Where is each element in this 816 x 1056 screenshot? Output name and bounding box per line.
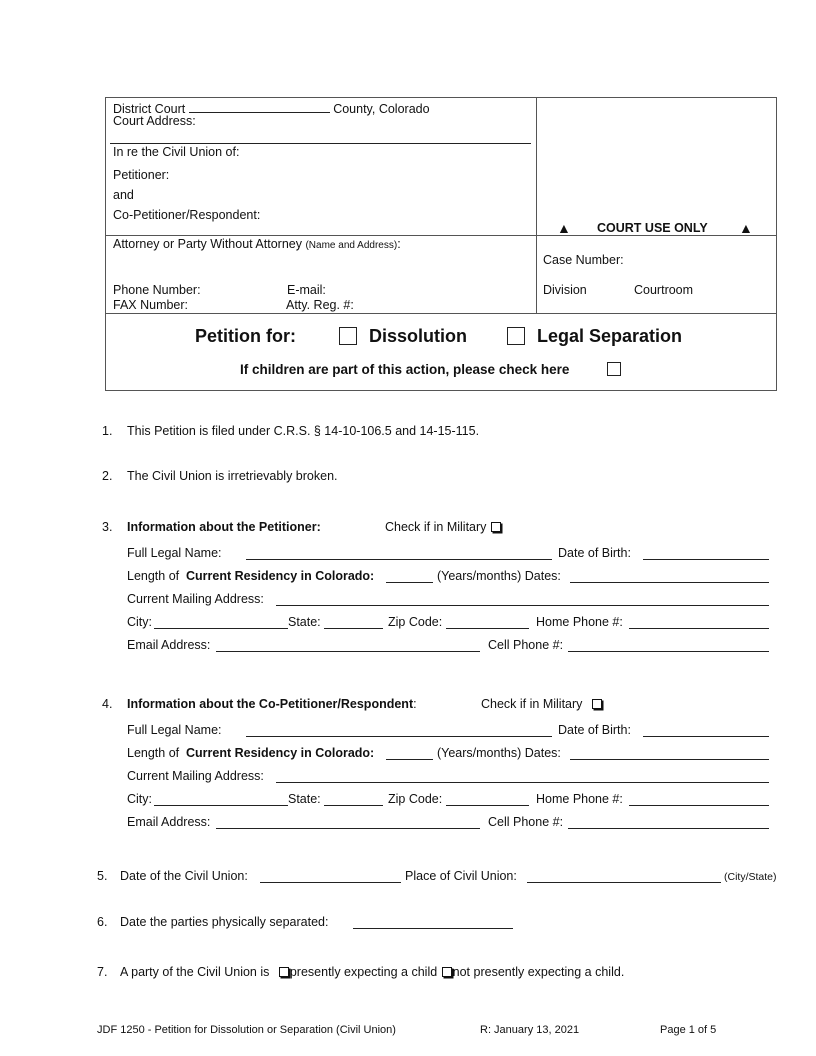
co-petitioner-name-row: Full Legal Name: Date of Birth: (127, 723, 769, 739)
caption-vertical-divider (536, 97, 537, 313)
petitioner-residency-length-field[interactable] (386, 582, 433, 583)
co-petitioner-zip-field[interactable] (446, 805, 529, 806)
petitioner-name-row: Full Legal Name: Date of Birth: (127, 546, 769, 562)
court-use-only-label: COURT USE ONLY (597, 221, 708, 235)
petitioner-full-name-field[interactable] (246, 559, 552, 560)
not-presently-expecting-checkbox[interactable] (442, 967, 452, 977)
children-checkbox[interactable] (607, 362, 621, 376)
item-2-number: 2. (102, 469, 113, 483)
dissolution-checkbox[interactable] (339, 327, 357, 345)
co-petitioner-military-check: Check if in Military (481, 697, 603, 711)
co-petitioner-full-name-field[interactable] (246, 736, 552, 737)
item-1-number: 1. (102, 424, 113, 438)
court-address-label: Court Address: (113, 114, 196, 128)
petitioner-military-checkbox[interactable] (491, 522, 501, 532)
civil-union-date-field[interactable] (260, 882, 401, 883)
city-state-note: (City/State) (724, 871, 777, 883)
atty-reg-label: Atty. Reg. #: (286, 298, 354, 312)
co-petitioner-state-field[interactable] (324, 805, 383, 806)
courtroom-label: Courtroom (634, 283, 694, 297)
court-address-line[interactable] (110, 143, 531, 144)
children-note: If children are part of this action, please check here (240, 362, 570, 377)
co-petitioner-home-phone-field[interactable] (629, 805, 769, 806)
civil-union-date-label: Date of the Civil Union: (120, 869, 248, 883)
co-petitioner-military-checkbox[interactable] (592, 699, 602, 709)
legal-separation-label: Legal Separation (537, 326, 683, 346)
county-field[interactable] (189, 99, 330, 113)
co-petitioner-city-field[interactable] (154, 805, 288, 806)
item-6-number: 6. (97, 915, 108, 929)
triangle-up-icon: ▲ (739, 220, 753, 236)
petitioner-label: Petitioner: (113, 168, 170, 182)
item-5-number: 5. (97, 869, 108, 883)
petitioner-email-row: Email Address: Cell Phone #: (127, 638, 769, 654)
co-petitioner-email-row: Email Address: Cell Phone #: (127, 815, 769, 831)
caption-divider-attorney (105, 235, 777, 236)
co-petitioner-dob-field[interactable] (643, 736, 769, 737)
footer-page-number: Page 1 of 5 (660, 1024, 717, 1036)
footer-revised-date: R: January 13, 2021 (480, 1024, 580, 1036)
caption-divider-title (105, 313, 777, 314)
attorney-label: Attorney or Party Without Attorney (Name and Address): (113, 237, 401, 251)
co-petitioner-residency-row: Length of Current Residency in Colorado: (Years/months) Dates: (127, 746, 769, 762)
item-1-text: This Petition is filed under C.R.S. § 14-10-106.5 and 14-15-115. (127, 424, 480, 438)
petition-for-title: Petition for: (195, 326, 296, 346)
division-label: Division (543, 283, 587, 297)
petitioner-city-field[interactable] (154, 628, 288, 629)
expecting-child-line: A party of the Civil Union is presently expecting a child not presently expecting a child. (120, 965, 625, 979)
civil-union-place-label: Place of Civil Union: (405, 869, 517, 883)
separation-date-field[interactable] (353, 928, 513, 929)
footer-form-name: JDF 1250 - Petition for Dissolution or Separation (Civil Union) (97, 1024, 396, 1036)
county-colorado-label: County, Colorado (333, 102, 430, 116)
petitioner-city-row: City: State: Zip Code: Home Phone #: (127, 615, 769, 631)
co-petitioner-label: Co-Petitioner/Respondent: (113, 208, 261, 222)
item-7-number: 7. (97, 965, 108, 979)
petitioner-mailing-row: Current Mailing Address: (127, 592, 769, 608)
co-petitioner-residency-dates-field[interactable] (570, 759, 769, 760)
petitioner-state-field[interactable] (324, 628, 383, 629)
fax-number-label: FAX Number: (113, 298, 189, 312)
petitioner-residency-dates-field[interactable] (570, 582, 769, 583)
co-petitioner-city-row: City: State: Zip Code: Home Phone #: (127, 792, 769, 808)
civil-union-place-field[interactable] (527, 882, 721, 883)
co-petitioner-mailing-address-field[interactable] (276, 782, 769, 783)
district-court-label: District Court (113, 102, 186, 116)
petitioner-heading: Information about the Petitioner: (127, 520, 321, 534)
triangle-up-icon: ▲ (557, 220, 571, 236)
co-petitioner-residency-length-field[interactable] (386, 759, 433, 760)
petitioner-military-check: Check if in Military (385, 520, 502, 534)
petitioner-zip-field[interactable] (446, 628, 529, 629)
petitioner-home-phone-field[interactable] (629, 628, 769, 629)
petitioner-cell-phone-field[interactable] (568, 651, 769, 652)
in-re-label: In re the Civil Union of: (113, 145, 240, 159)
co-petitioner-mailing-row: Current Mailing Address: (127, 769, 769, 785)
item-4-number: 4. (102, 697, 113, 711)
petitioner-email-field[interactable] (216, 651, 480, 652)
presently-expecting-checkbox[interactable] (279, 967, 289, 977)
separation-date-label: Date the parties physically separated: (120, 915, 329, 929)
petitioner-residency-row: Length of Current Residency in Colorado: (Years/months) Dates: (127, 569, 769, 585)
email-label: E-mail: (287, 283, 326, 297)
phone-number-label: Phone Number: (113, 283, 201, 297)
dissolution-label: Dissolution (369, 326, 467, 346)
and-label: and (113, 188, 134, 202)
petitioner-mailing-address-field[interactable] (276, 605, 769, 606)
item-2-text: The Civil Union is irretrievably broken. (127, 469, 338, 483)
petitioner-dob-field[interactable] (643, 559, 769, 560)
case-number-label: Case Number: (543, 253, 624, 267)
co-petitioner-email-field[interactable] (216, 828, 480, 829)
legal-separation-checkbox[interactable] (507, 327, 525, 345)
co-petitioner-heading: Information about the Co-Petitioner/Respondent: (127, 697, 417, 711)
co-petitioner-cell-phone-field[interactable] (568, 828, 769, 829)
item-3-number: 3. (102, 520, 113, 534)
